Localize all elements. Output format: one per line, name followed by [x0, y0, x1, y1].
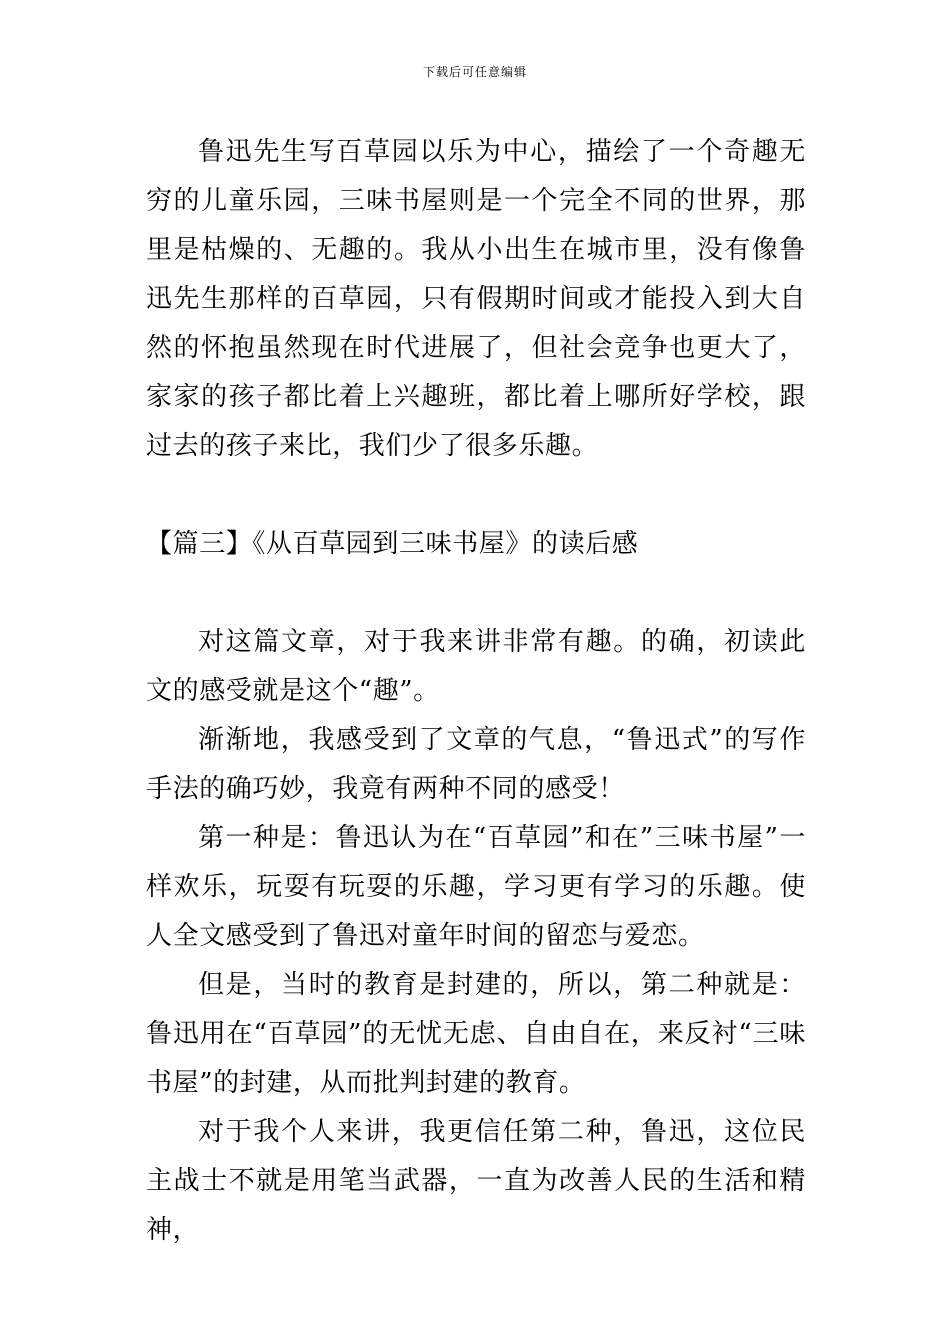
document-body: [146, 128, 806, 1255]
paragraph-1: 鲁迅先生写百草园以乐为中心，描绘了一个奇趣无穷的儿童乐园，三味书屋则是一个完全不同的世界，那里是枯燥的、无趣的。我从小出生在城市里，没有像鲁迅先生那样的百草园，只有假期时间或才能投入到大自然的怀抱虽然现在时代进展了，但社会竞争也更大了，家家的孩子都比着上兴趣班，都比着上哪所好学校，跟过去的孩子来比，我们少了很多乐趣。: [146, 137, 806, 461]
paragraph-6: 对于我个人来讲，我更信任第二种，鲁迅，这位民主战士不就是用笔当武器，一直为改善人民的生活和精神，: [146, 1117, 806, 1245]
section-heading: 【篇三】《从百草园到三味书屋》的读后感: [146, 529, 639, 559]
paragraph-5: 但是，当时的教育是封建的，所以，第二种就是：鲁迅用在“百草园”的无忧无虑、自由自在，来反衬“三味书屋”的封建，从而批判封建的教育。: [146, 970, 806, 1098]
paragraph-3: 渐渐地，我感受到了文章的气息，“鲁迅式”的写作手法的确巧妙，我竟有两种不同的感受！: [146, 725, 806, 804]
page-header: 下载后可任意编辑: [422, 65, 527, 79]
paragraph-4: 第一种是：鲁迅认为在“百草园”和在”三味书屋”一样欢乐，玩耍有玩耍的乐趣，学习更有学习的乐趣。使人全文感受到了鲁迅对童年时间的留恋与爱恋。: [146, 823, 806, 951]
paragraph-2: 对这篇文章，对于我来讲非常有趣。的确，初读此文的感受就是这个“趣”。: [146, 627, 806, 706]
